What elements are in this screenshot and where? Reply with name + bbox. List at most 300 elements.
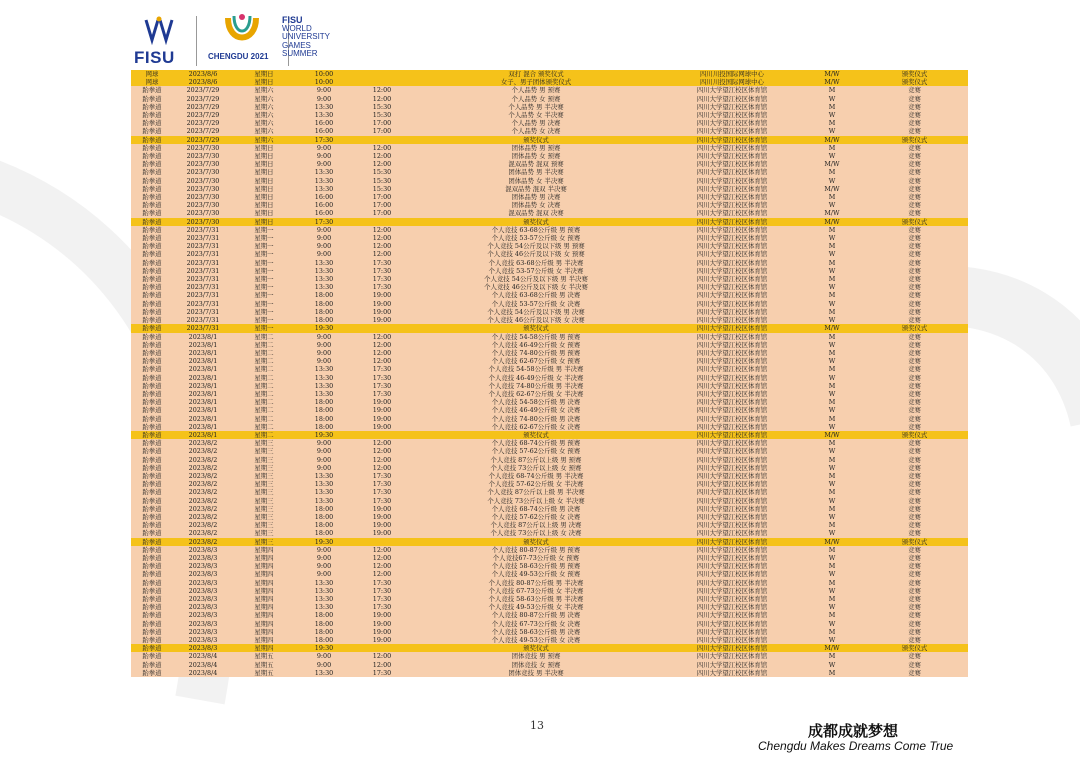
sport-cell: 跆拳道 <box>131 275 173 283</box>
start-time-cell: 18:00 <box>295 423 353 431</box>
event-cell: 个人竞技 46公斤及以下级 女 决赛 <box>411 316 661 324</box>
table-row <box>131 415 968 423</box>
weekday-cell: 星期三 <box>233 456 295 464</box>
table-row <box>131 497 968 505</box>
end-time-cell: 19:00 <box>353 415 411 423</box>
gender-cell: M <box>803 505 861 513</box>
gender-cell: W <box>803 423 861 431</box>
type-cell: 竞赛 <box>861 283 968 291</box>
sport-cell: 网球 <box>131 78 173 86</box>
start-time-cell: 13:30 <box>295 579 353 587</box>
start-time-cell: 9:00 <box>295 570 353 578</box>
date-cell: 2023/8/1 <box>173 365 233 373</box>
type-cell: 竞赛 <box>861 127 968 135</box>
table-row <box>131 259 968 267</box>
end-time-cell: 17:30 <box>353 497 411 505</box>
event-cell: 团体品势 男 预赛 <box>411 144 661 152</box>
type-cell: 竞赛 <box>861 168 968 176</box>
sport-cell: 跆拳道 <box>131 341 173 349</box>
start-time-cell: 9:00 <box>295 447 353 455</box>
weekday-cell: 星期四 <box>233 644 295 652</box>
date-cell: 2023/7/31 <box>173 267 233 275</box>
gender-cell: M <box>803 382 861 390</box>
start-time-cell: 18:00 <box>295 415 353 423</box>
end-time-cell <box>353 70 411 78</box>
table-row <box>131 611 968 619</box>
venue-cell: 四川大学望江校区体育馆 <box>661 480 803 488</box>
venue-cell: 四川大学望江校区体育馆 <box>661 390 803 398</box>
type-cell: 竞赛 <box>861 357 968 365</box>
start-time-cell: 13:30 <box>295 365 353 373</box>
type-cell: 竞赛 <box>861 374 968 382</box>
event-cell: 个人竞技 54-58公斤级 男 决赛 <box>411 398 661 406</box>
type-cell: 颁奖仪式 <box>861 70 968 78</box>
gender-cell: M/W <box>803 185 861 193</box>
table-row <box>131 357 968 365</box>
table-row <box>131 374 968 382</box>
event-cell: 个人品势 女 预赛 <box>411 95 661 103</box>
event-cell: 个人竞技 87公斤以上级 男 预赛 <box>411 456 661 464</box>
gender-cell: M <box>803 546 861 554</box>
end-time-cell: 19:00 <box>353 406 411 414</box>
weekday-cell: 星期五 <box>233 652 295 660</box>
sport-cell: 跆拳道 <box>131 316 173 324</box>
date-cell: 2023/8/2 <box>173 480 233 488</box>
sport-cell: 跆拳道 <box>131 127 173 135</box>
end-time-cell <box>353 78 411 86</box>
type-cell: 竞赛 <box>861 603 968 611</box>
table-row <box>131 620 968 628</box>
end-time-cell: 17:30 <box>353 669 411 677</box>
table-row <box>131 488 968 496</box>
weekday-cell: 星期二 <box>233 374 295 382</box>
gender-cell: M <box>803 144 861 152</box>
gender-cell: W <box>803 127 861 135</box>
gender-cell: M <box>803 456 861 464</box>
date-cell: 2023/7/31 <box>173 283 233 291</box>
table-row <box>131 652 968 660</box>
wug-title <box>282 16 330 59</box>
table-row <box>131 464 968 472</box>
type-cell: 竞赛 <box>861 316 968 324</box>
event-cell: 个人竞技 80-87公斤级 男 决赛 <box>411 611 661 619</box>
sport-cell: 跆拳道 <box>131 95 173 103</box>
type-cell: 竞赛 <box>861 406 968 414</box>
table-row <box>131 201 968 209</box>
weekday-cell: 星期三 <box>233 472 295 480</box>
slogan-english: Chengdu Makes Dreams Come True <box>758 739 954 753</box>
end-time-cell: 12:00 <box>353 357 411 365</box>
end-time-cell: 19:00 <box>353 529 411 537</box>
event-cell: 个人竞技 57-62公斤级 女 半决赛 <box>411 480 661 488</box>
table-row <box>131 86 968 94</box>
sport-cell: 跆拳道 <box>131 349 173 357</box>
wug-line: GAMES <box>282 40 311 50</box>
type-cell: 竞赛 <box>861 488 968 496</box>
date-cell: 2023/8/4 <box>173 661 233 669</box>
event-cell: 颁奖仪式 <box>411 431 661 439</box>
gender-cell: M <box>803 275 861 283</box>
date-cell: 2023/8/3 <box>173 644 233 652</box>
venue-cell: 四川大学望江校区体育馆 <box>661 300 803 308</box>
event-cell: 团体竞技 女 预赛 <box>411 661 661 669</box>
table-row <box>131 349 968 357</box>
event-cell: 个人竞技 57-62公斤级 女 决赛 <box>411 513 661 521</box>
venue-cell: 四川大学望江校区体育馆 <box>661 177 803 185</box>
date-cell: 2023/7/31 <box>173 291 233 299</box>
gender-cell: W <box>803 300 861 308</box>
venue-cell: 四川大学望江校区体育馆 <box>661 111 803 119</box>
end-time-cell: 19:00 <box>353 316 411 324</box>
date-cell: 2023/7/30 <box>173 209 233 217</box>
start-time-cell: 18:00 <box>295 620 353 628</box>
venue-cell: 四川大学望江校区体育馆 <box>661 308 803 316</box>
venue-cell: 四川大学望江校区体育馆 <box>661 259 803 267</box>
type-cell: 竞赛 <box>861 185 968 193</box>
type-cell: 颁奖仪式 <box>861 78 968 86</box>
type-cell: 竞赛 <box>861 308 968 316</box>
date-cell: 2023/8/3 <box>173 603 233 611</box>
sport-cell: 跆拳道 <box>131 579 173 587</box>
end-time-cell: 12:00 <box>353 250 411 258</box>
venue-cell: 四川大学望江校区体育馆 <box>661 250 803 258</box>
header-logos <box>134 12 394 66</box>
venue-cell: 四川大学望江校区体育馆 <box>661 406 803 414</box>
sport-cell: 跆拳道 <box>131 111 173 119</box>
weekday-cell: 星期五 <box>233 661 295 669</box>
venue-cell: 四川大学望江校区体育馆 <box>661 95 803 103</box>
table-row <box>131 406 968 414</box>
end-time-cell: 12:00 <box>353 95 411 103</box>
gender-cell: W <box>803 374 861 382</box>
type-cell: 竞赛 <box>861 398 968 406</box>
weekday-cell: 星期一 <box>233 242 295 250</box>
table-row <box>131 95 968 103</box>
venue-cell: 四川大学望江校区体育馆 <box>661 168 803 176</box>
table-row <box>131 177 968 185</box>
type-cell: 竞赛 <box>861 562 968 570</box>
start-time-cell: 13:30 <box>295 472 353 480</box>
type-cell: 竞赛 <box>861 546 968 554</box>
end-time-cell: 17:00 <box>353 119 411 127</box>
gender-cell: M <box>803 291 861 299</box>
start-time-cell: 19:30 <box>295 644 353 652</box>
start-time-cell: 18:00 <box>295 316 353 324</box>
sport-cell: 跆拳道 <box>131 382 173 390</box>
date-cell: 2023/8/4 <box>173 669 233 677</box>
event-cell: 混双品势 混双 预赛 <box>411 160 661 168</box>
weekday-cell: 星期日 <box>233 209 295 217</box>
weekday-cell: 星期四 <box>233 611 295 619</box>
venue-cell: 四川大学望江校区体育馆 <box>661 341 803 349</box>
table-row <box>131 661 968 669</box>
sport-cell: 跆拳道 <box>131 177 173 185</box>
award-ceremony-row <box>131 136 968 144</box>
date-cell: 2023/8/1 <box>173 349 233 357</box>
date-cell: 2023/8/3 <box>173 579 233 587</box>
weekday-cell: 星期日 <box>233 218 295 226</box>
event-cell: 个人竞技 54-58公斤级 男 半决赛 <box>411 365 661 373</box>
event-cell: 个人竞技67-73公斤级 女 预赛 <box>411 554 661 562</box>
weekday-cell: 星期四 <box>233 595 295 603</box>
end-time-cell: 12:00 <box>353 439 411 447</box>
start-time-cell: 9:00 <box>295 86 353 94</box>
gender-cell: W <box>803 587 861 595</box>
type-cell: 竞赛 <box>861 464 968 472</box>
date-cell: 2023/7/30 <box>173 201 233 209</box>
type-cell: 竞赛 <box>861 513 968 521</box>
start-time-cell: 16:00 <box>295 119 353 127</box>
start-time-cell: 9:00 <box>295 349 353 357</box>
table-row <box>131 144 968 152</box>
sport-cell: 跆拳道 <box>131 587 173 595</box>
event-cell: 个人竞技 54公斤及以下级 男 预赛 <box>411 242 661 250</box>
event-cell: 个人竞技 46公斤及以下级 女 半决赛 <box>411 283 661 291</box>
date-cell: 2023/8/1 <box>173 415 233 423</box>
table-row <box>131 603 968 611</box>
start-time-cell: 18:00 <box>295 636 353 644</box>
weekday-cell: 星期二 <box>233 365 295 373</box>
date-cell: 2023/8/1 <box>173 333 233 341</box>
weekday-cell: 星期二 <box>233 398 295 406</box>
type-cell: 竞赛 <box>861 242 968 250</box>
table-row <box>131 291 968 299</box>
table-row <box>131 398 968 406</box>
sport-cell: 跆拳道 <box>131 300 173 308</box>
date-cell: 2023/7/31 <box>173 300 233 308</box>
weekday-cell: 星期二 <box>233 406 295 414</box>
end-time-cell: 17:30 <box>353 488 411 496</box>
event-cell: 个人竞技 74-80公斤级 男 决赛 <box>411 415 661 423</box>
start-time-cell: 18:00 <box>295 513 353 521</box>
weekday-cell: 星期二 <box>233 415 295 423</box>
weekday-cell: 星期一 <box>233 316 295 324</box>
gender-cell: W <box>803 177 861 185</box>
end-time-cell: 12:00 <box>353 86 411 94</box>
gender-cell: W <box>803 513 861 521</box>
venue-cell: 四川大学望江校区体育馆 <box>661 374 803 382</box>
type-cell: 竞赛 <box>861 291 968 299</box>
start-time-cell: 9:00 <box>295 152 353 160</box>
venue-cell: 四川大学望江校区体育馆 <box>661 497 803 505</box>
table-row <box>131 382 968 390</box>
sport-cell: 跆拳道 <box>131 538 173 546</box>
venue-cell: 四川大学望江校区体育馆 <box>661 316 803 324</box>
venue-cell: 四川大学望江校区体育馆 <box>661 447 803 455</box>
date-cell: 2023/8/1 <box>173 374 233 382</box>
event-cell: 颁奖仪式 <box>411 644 661 652</box>
end-time-cell: 17:30 <box>353 595 411 603</box>
end-time-cell: 19:00 <box>353 300 411 308</box>
start-time-cell: 9:00 <box>295 242 353 250</box>
sport-cell: 跆拳道 <box>131 464 173 472</box>
gender-cell: M <box>803 226 861 234</box>
end-time-cell: 12:00 <box>353 234 411 242</box>
date-cell: 2023/8/4 <box>173 652 233 660</box>
event-cell: 个人竞技 68-74公斤级 男 半决赛 <box>411 472 661 480</box>
sport-cell: 跆拳道 <box>131 218 173 226</box>
venue-cell: 四川大学望江校区体育馆 <box>661 579 803 587</box>
event-cell: 混双品势 混双 半决赛 <box>411 185 661 193</box>
weekday-cell: 星期四 <box>233 603 295 611</box>
end-time-cell: 17:30 <box>353 480 411 488</box>
start-time-cell: 9:00 <box>295 661 353 669</box>
event-cell: 个人竞技 62-67公斤级 女 预赛 <box>411 357 661 365</box>
start-time-cell: 9:00 <box>295 250 353 258</box>
venue-cell: 四川大学望江校区体育馆 <box>661 644 803 652</box>
weekday-cell: 星期三 <box>233 513 295 521</box>
sport-cell: 跆拳道 <box>131 185 173 193</box>
sport-cell: 跆拳道 <box>131 628 173 636</box>
gender-cell: W <box>803 111 861 119</box>
gender-cell: M/W <box>803 644 861 652</box>
end-time-cell: 17:00 <box>353 127 411 135</box>
start-time-cell: 9:00 <box>295 234 353 242</box>
type-cell: 竞赛 <box>861 111 968 119</box>
event-cell: 个人竞技 46-49公斤级 女 决赛 <box>411 406 661 414</box>
type-cell: 竞赛 <box>861 177 968 185</box>
table-row <box>131 480 968 488</box>
date-cell: 2023/7/30 <box>173 218 233 226</box>
venue-cell: 四川大学望江校区体育馆 <box>661 415 803 423</box>
gender-cell: M <box>803 259 861 267</box>
date-cell: 2023/7/29 <box>173 103 233 111</box>
event-cell: 团体品势 男 决赛 <box>411 193 661 201</box>
venue-cell: 四川大学望江校区体育馆 <box>661 603 803 611</box>
end-time-cell: 12:00 <box>353 546 411 554</box>
table-row <box>131 308 968 316</box>
type-cell: 竞赛 <box>861 652 968 660</box>
gender-cell: M <box>803 333 861 341</box>
gender-cell: W <box>803 620 861 628</box>
weekday-cell: 星期三 <box>233 464 295 472</box>
weekday-cell: 星期日 <box>233 193 295 201</box>
gender-cell: M/W <box>803 136 861 144</box>
gender-cell: W <box>803 234 861 242</box>
end-time-cell: 19:00 <box>353 636 411 644</box>
type-cell: 竞赛 <box>861 505 968 513</box>
weekday-cell: 星期三 <box>233 538 295 546</box>
venue-cell: 四川大学望江校区体育馆 <box>661 652 803 660</box>
end-time-cell <box>353 324 411 332</box>
end-time-cell: 17:30 <box>353 587 411 595</box>
gender-cell: M <box>803 579 861 587</box>
date-cell: 2023/7/31 <box>173 234 233 242</box>
venue-cell: 四川大学望江校区体育馆 <box>661 267 803 275</box>
start-time-cell: 9:00 <box>295 562 353 570</box>
start-time-cell: 9:00 <box>295 226 353 234</box>
date-cell: 2023/8/1 <box>173 398 233 406</box>
weekday-cell: 星期一 <box>233 226 295 234</box>
start-time-cell: 13:30 <box>295 259 353 267</box>
event-cell: 个人竞技 54公斤及以下级 男 半决赛 <box>411 275 661 283</box>
weekday-cell: 星期日 <box>233 152 295 160</box>
event-cell: 个人竞技 58-63公斤级 男 半决赛 <box>411 595 661 603</box>
start-time-cell: 18:00 <box>295 308 353 316</box>
start-time-cell: 13:30 <box>295 488 353 496</box>
start-time-cell: 9:00 <box>295 554 353 562</box>
venue-cell: 四川大学望江校区体育馆 <box>661 226 803 234</box>
type-cell: 竞赛 <box>861 267 968 275</box>
venue-cell: 四川大学望江校区体育馆 <box>661 324 803 332</box>
slogan-chinese: 成都成就梦想 <box>808 722 899 740</box>
gender-cell: M/W <box>803 70 861 78</box>
weekday-cell: 星期一 <box>233 308 295 316</box>
end-time-cell: 17:30 <box>353 390 411 398</box>
gender-cell: M <box>803 349 861 357</box>
event-cell: 个人竞技 73公斤以上级 女 决赛 <box>411 529 661 537</box>
venue-cell: 四川大学望江校区体育馆 <box>661 160 803 168</box>
weekday-cell: 星期二 <box>233 349 295 357</box>
weekday-cell: 星期四 <box>233 620 295 628</box>
venue-cell: 四川大学望江校区体育馆 <box>661 431 803 439</box>
start-time-cell: 9:00 <box>295 160 353 168</box>
weekday-cell: 星期二 <box>233 357 295 365</box>
sport-cell: 跆拳道 <box>131 357 173 365</box>
date-cell: 2023/8/3 <box>173 570 233 578</box>
table-row <box>131 234 968 242</box>
gender-cell: M/W <box>803 431 861 439</box>
start-time-cell: 9:00 <box>295 546 353 554</box>
gender-cell: M/W <box>803 160 861 168</box>
gender-cell: M <box>803 168 861 176</box>
type-cell: 竞赛 <box>861 259 968 267</box>
end-time-cell: 15:30 <box>353 103 411 111</box>
event-cell: 团体竞技 男 半决赛 <box>411 669 661 677</box>
table-row <box>131 423 968 431</box>
type-cell: 竞赛 <box>861 415 968 423</box>
event-cell: 颁奖仪式 <box>411 324 661 332</box>
type-cell: 竞赛 <box>861 86 968 94</box>
event-cell: 个人竞技 62-67公斤级 女 决赛 <box>411 423 661 431</box>
start-time-cell: 18:00 <box>295 611 353 619</box>
date-cell: 2023/8/2 <box>173 521 233 529</box>
gender-cell: M <box>803 193 861 201</box>
gender-cell: M <box>803 86 861 94</box>
venue-cell: 四川大学望江校区体育馆 <box>661 595 803 603</box>
date-cell: 2023/7/30 <box>173 193 233 201</box>
event-cell: 个人品势 男 预赛 <box>411 86 661 94</box>
type-cell: 竞赛 <box>861 595 968 603</box>
weekday-cell: 星期一 <box>233 250 295 258</box>
gender-cell: W <box>803 570 861 578</box>
schedule-table <box>131 70 968 677</box>
weekday-cell: 星期三 <box>233 480 295 488</box>
event-cell: 混双品势 混双 决赛 <box>411 209 661 217</box>
type-cell: 颁奖仪式 <box>861 136 968 144</box>
sport-cell: 跆拳道 <box>131 291 173 299</box>
weekday-cell: 星期四 <box>233 636 295 644</box>
date-cell: 2023/7/29 <box>173 136 233 144</box>
start-time-cell: 19:30 <box>295 324 353 332</box>
weekday-cell: 星期日 <box>233 177 295 185</box>
date-cell: 2023/8/2 <box>173 505 233 513</box>
end-time-cell: 12:00 <box>353 447 411 455</box>
sport-cell: 跆拳道 <box>131 308 173 316</box>
award-ceremony-row <box>131 431 968 439</box>
end-time-cell: 12:00 <box>353 562 411 570</box>
end-time-cell: 17:00 <box>353 193 411 201</box>
table-row <box>131 111 968 119</box>
type-cell: 竞赛 <box>861 300 968 308</box>
gender-cell: W <box>803 406 861 414</box>
type-cell: 竞赛 <box>861 521 968 529</box>
date-cell: 2023/7/31 <box>173 308 233 316</box>
end-time-cell: 15:30 <box>353 168 411 176</box>
table-row <box>131 300 968 308</box>
event-cell: 个人竞技 68-74公斤级 男 决赛 <box>411 505 661 513</box>
event-cell: 个人竞技 46-49公斤级 女 半决赛 <box>411 374 661 382</box>
